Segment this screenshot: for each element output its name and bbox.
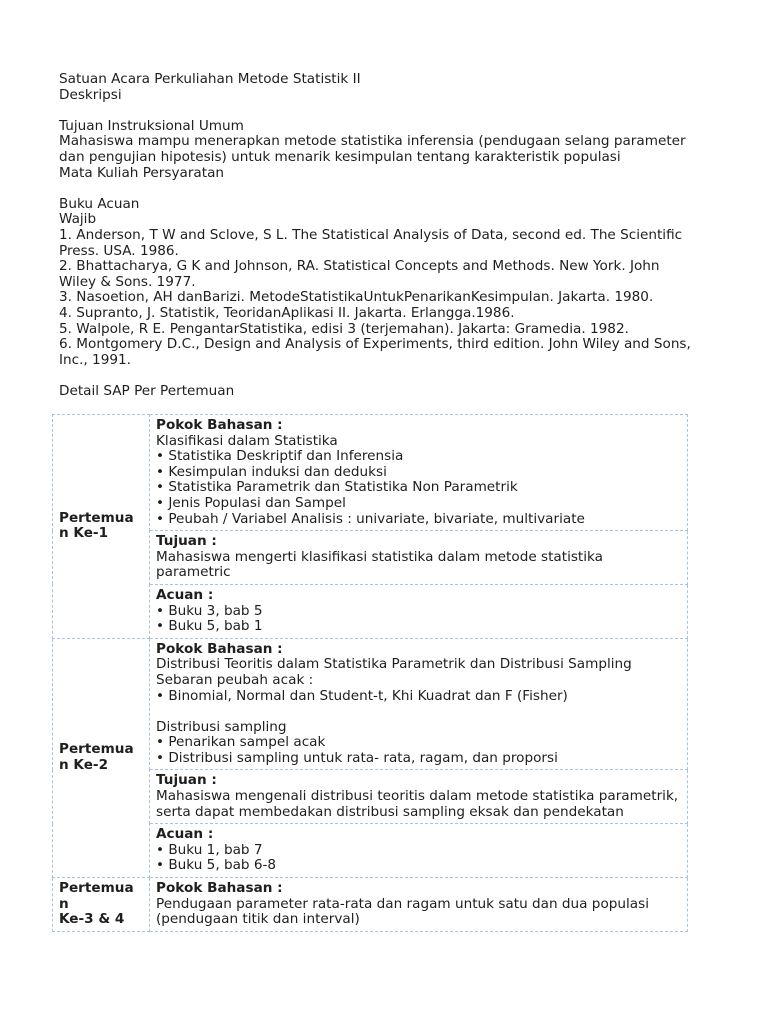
pokok-bahasan-cell [150, 415, 688, 531]
reference-item: 5. Walpole, R E. PengantarStatistika, edisi 3 (terjemahan). Jakarta: Gramedia. 1982. [59, 320, 629, 337]
pokok-bahasan-label: Pokok Bahasan : [156, 640, 283, 657]
pokok-spacer [156, 704, 681, 720]
reference-item: 6. Montgomery D.C., Design and Analysis of Experiments, third edition. John Wiley and Sons, Inc., 1991. [59, 336, 696, 368]
pokok-bahasan-label: Pokok Bahasan : [156, 880, 283, 897]
pertemuan-cell [53, 415, 150, 639]
pokok-line: Sebaran peubah acak : [156, 671, 314, 688]
buku-acuan-label: Buku Acuan [59, 195, 140, 212]
detail-sap-heading: Detail SAP Per Pertemuan [59, 382, 235, 399]
pokok-line: Klasifikasi dalam Statistika [156, 432, 338, 449]
pertemuan-label: Pertemua n Ke-3 & 4 [59, 880, 134, 928]
pertemuan-label: Pertemua n Ke-1 [59, 509, 134, 542]
pertemuan-cell [53, 878, 150, 932]
tujuan-cell [150, 770, 688, 824]
pokok-bahasan-cell [150, 878, 688, 932]
document-body [59, 72, 699, 399]
prasyarat-label: Mata Kuliah Persyaratan [59, 164, 225, 181]
pokok-bullet: • Penarikan sampel acak [156, 735, 681, 751]
pokok-line: Distribusi sampling [156, 718, 287, 735]
reference-item: 4. Supranto, J. Statistik, TeoridanAplikasi II. Jakarta. Erlangga.1986. [59, 304, 515, 321]
reference-item: 2. Bhattacharya, G K and Johnson, RA. Statistical Concepts and Methods. New York. John Wiley & Sons. 1977. [59, 258, 664, 290]
pokok-line: Distribusi Teoritis dalam Statistika Parametrik dan Distribusi Sampling [156, 656, 632, 673]
wajib-label: Wajib [59, 211, 97, 228]
acuan-cell [150, 584, 688, 638]
acuan-label: Acuan : [156, 586, 214, 603]
pertemuan-cell [53, 638, 150, 877]
pertemuan-label: Pertemua n Ke-2 [59, 741, 134, 773]
pokok-bahasan-label: Pokok Bahasan : [156, 417, 283, 433]
sap-table [52, 414, 688, 932]
pokok-bullet: • Statistika Deskriptif dan Inferensia [156, 449, 681, 465]
pokok-bahasan-cell [150, 638, 688, 770]
pokok-bullet: • Peubah / Variabel Analisis : univariate, bivariate, multivariate [156, 512, 681, 528]
acuan-bullet: • Buku 3, bab 5 [156, 604, 681, 620]
deskripsi-label: Deskripsi [59, 86, 122, 103]
pokok-bullet: • Jenis Populasi dan Sampel [156, 496, 681, 512]
acuan-label: Acuan : [156, 826, 214, 843]
acuan-cell [150, 824, 688, 878]
table-row [53, 878, 688, 932]
acuan-bullet: • Buku 5, bab 1 [156, 619, 681, 635]
table-row [53, 638, 688, 770]
pokok-line: Pendugaan parameter rata-rata dan ragam untuk satu dan dua populasi (pendugaan titik dan interval) [156, 895, 649, 928]
document-title: Satuan Acara Perkuliahan Metode Statistik II [59, 71, 361, 87]
acuan-bullet: • Buku 1, bab 7 [156, 843, 681, 859]
reference-item: 3. Nasoetion, AH danBarizi. MetodeStatistikaUntukPenarikanKesimpulan. Jakarta. 1980. [59, 289, 654, 306]
tujuan-text: Mahasiswa mengenali distribusi teoritis dalam metode statistika parametrik, serta dapat membedakan distribusi sampling eksak dan pendekatan [156, 788, 679, 820]
pokok-bullet: • Distribusi sampling untuk rata- rata, ragam, dan proporsi [156, 751, 681, 767]
tujuan-cell [150, 531, 688, 585]
tujuan-text: Mahasiswa mengerti klasifikasi statistika dalam metode statistika parametric [156, 548, 604, 581]
pokok-bullet: • Binomial, Normal dan Student-t, Khi Kuadrat dan F (Fisher) [156, 689, 681, 705]
reference-item: 1. Anderson, T W and Sclove, S L. The Statistical Analysis of Data, second ed. The Scientific Press. USA. 1986. [59, 226, 687, 259]
pokok-bullet: • Kesimpulan induksi dan deduksi [156, 465, 681, 481]
acuan-bullet: • Buku 5, bab 6-8 [156, 858, 681, 874]
tujuan-label: Tujuan : [156, 533, 217, 550]
tiu-text: Mahasiswa mampu menerapkan metode statistika inferensia (pendugaan selang parameter dan pengujian hipotesis) untuk menarik kesimpulan tentang karakteristik populasi [59, 133, 690, 165]
table-row [53, 415, 688, 531]
pokok-bullet: • Statistika Parametrik dan Statistika Non Parametrik [156, 480, 681, 496]
tiu-label: Tujuan Instruksional Umum [59, 117, 244, 134]
tujuan-label: Tujuan : [156, 772, 217, 789]
